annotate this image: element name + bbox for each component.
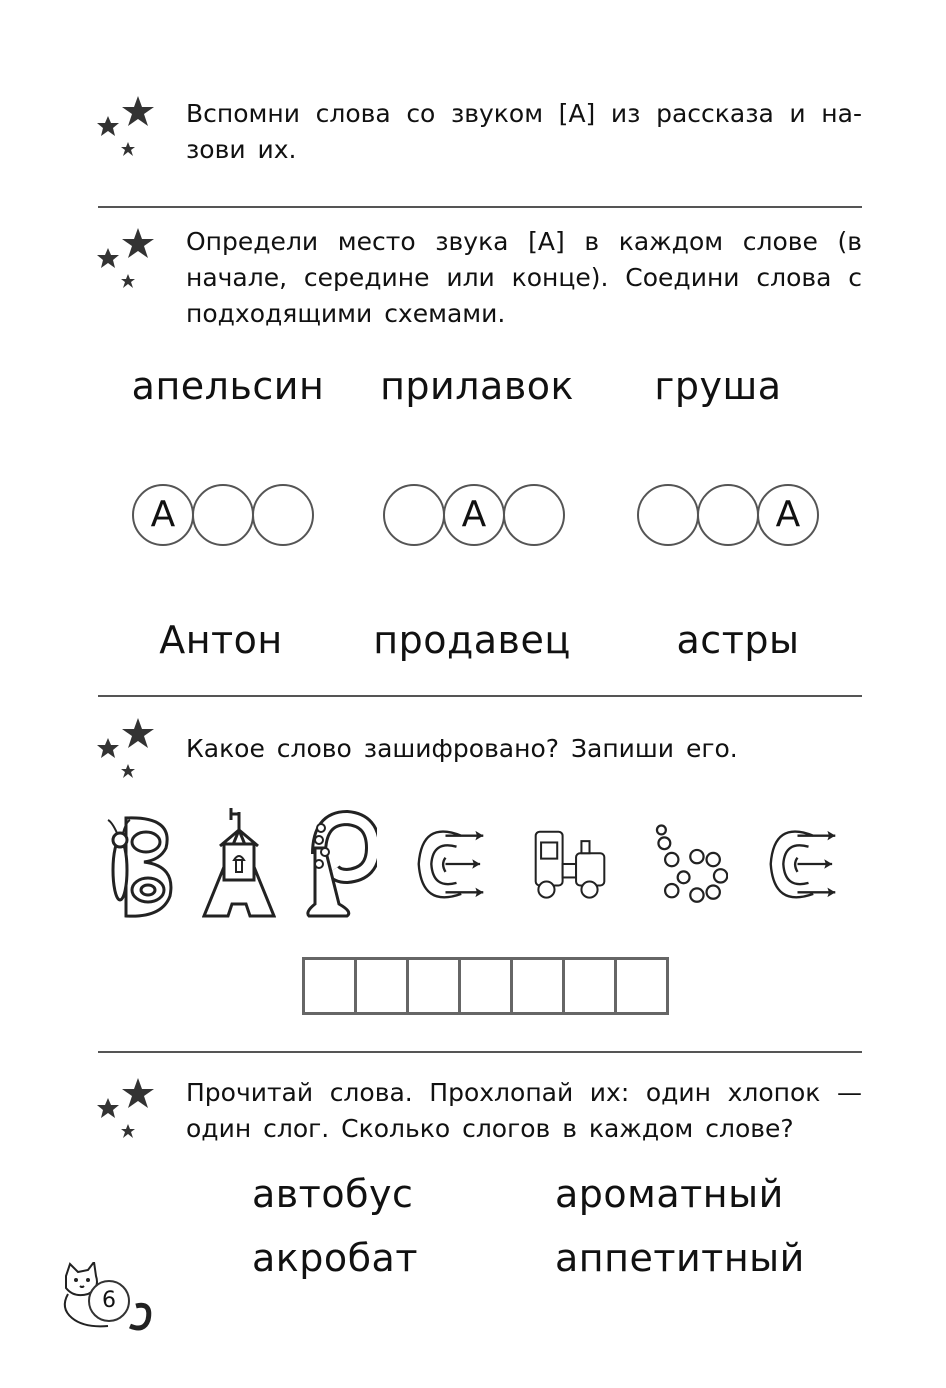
stars-icon <box>94 1076 158 1140</box>
tower-letter-icon <box>202 808 276 920</box>
word-bottom-2[interactable]: продавец <box>373 618 571 662</box>
scheme-1[interactable] <box>132 484 316 546</box>
syllable-word-1: автобус <box>252 1172 414 1216</box>
train-letter-icon <box>533 808 607 920</box>
scheme-circle: А <box>132 484 194 546</box>
task2-text: Определи место звука [А] в каждом слове (в начале, середине или конце). Соедини слова с подходящими схемами. <box>186 227 862 328</box>
answer-cell[interactable] <box>305 960 354 1012</box>
stars-icon <box>94 716 158 780</box>
syllable-word-2: ароматный <box>555 1172 784 1216</box>
scheme-circle: А <box>757 484 819 546</box>
divider <box>98 695 862 697</box>
answer-cell[interactable] <box>354 960 406 1012</box>
answer-cell[interactable] <box>562 960 614 1012</box>
scheme-2[interactable] <box>383 484 567 546</box>
target-letter-icon <box>766 808 840 920</box>
trumpet-letter-icon <box>303 808 377 920</box>
task3-text: Какое слово зашифровано? Запиши его. <box>186 734 738 763</box>
syllable-word-3: акробат <box>252 1236 418 1280</box>
scheme-circle <box>637 484 699 546</box>
stars-icon <box>94 94 158 158</box>
page-number: 6 <box>88 1280 130 1322</box>
task4-text: Прочитай слова. Прохлопай их: один хлопок — один слог. Сколько слогов в каждом слове? <box>186 1078 862 1143</box>
word-top-3[interactable]: груша <box>654 364 782 408</box>
scheme-circle <box>192 484 254 546</box>
answer-cell[interactable] <box>406 960 458 1012</box>
answer-cell[interactable] <box>614 960 666 1012</box>
scheme-circle <box>252 484 314 546</box>
divider <box>98 1051 862 1053</box>
task1-text: Вспомни слова со звуком [А] из рассказа и на-зови их. <box>186 99 862 164</box>
word-top-1[interactable]: апельсин <box>131 364 325 408</box>
syllable-word-4: аппетитный <box>555 1236 805 1280</box>
answer-cell[interactable] <box>510 960 562 1012</box>
answer-cell[interactable] <box>458 960 510 1012</box>
scheme-circle <box>503 484 565 546</box>
scheme-3[interactable] <box>637 484 821 546</box>
answer-grid[interactable] <box>302 957 669 1015</box>
stars-icon <box>94 226 158 290</box>
target-letter-icon <box>414 808 488 920</box>
scheme-circle <box>383 484 445 546</box>
word-bottom-3[interactable]: астры <box>676 618 800 662</box>
divider <box>98 206 862 208</box>
word-bottom-1[interactable]: Антон <box>159 618 283 662</box>
scheme-circle <box>697 484 759 546</box>
butterfly-letter-icon <box>104 808 178 920</box>
scheme-circle: А <box>443 484 505 546</box>
beads-letter-icon <box>654 808 728 920</box>
word-top-2[interactable]: прилавок <box>380 364 574 408</box>
